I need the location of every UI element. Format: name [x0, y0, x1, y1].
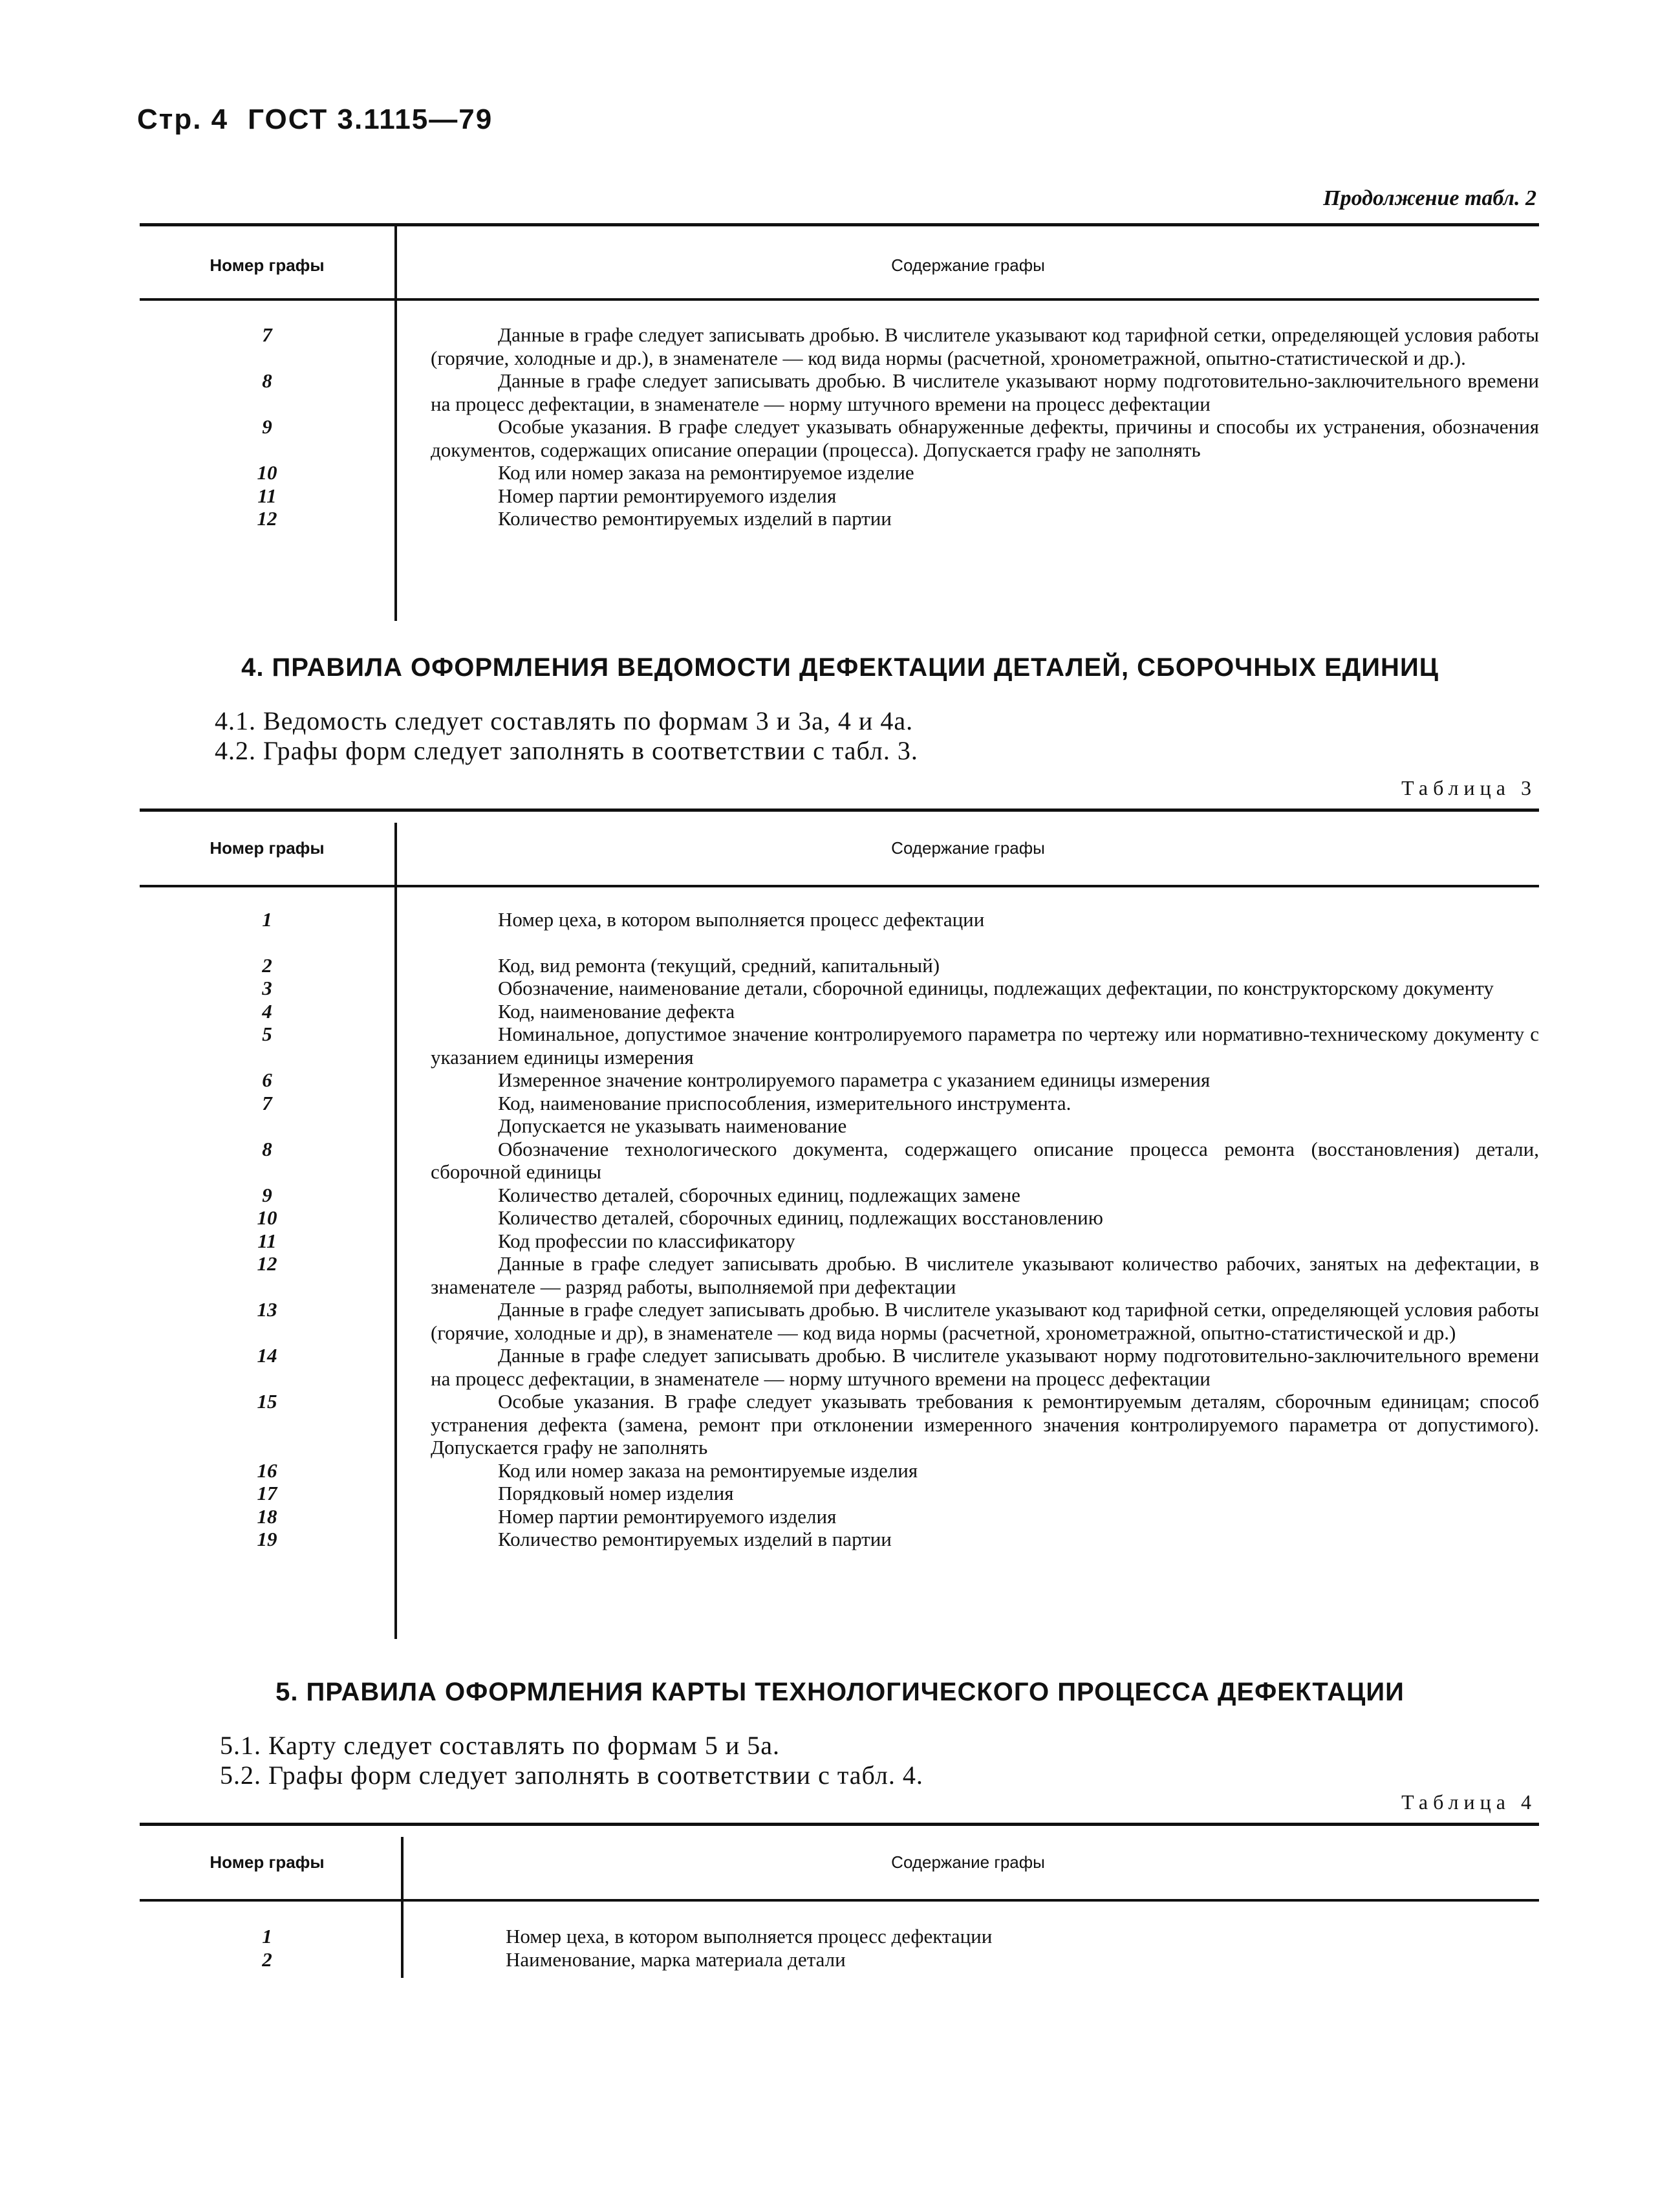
row-number: 2 [262, 953, 272, 977]
row-number: 1 [262, 908, 272, 931]
row-number: 19 [257, 1528, 277, 1550]
row-number: 14 [257, 1344, 277, 1367]
row-number: 12 [257, 1252, 277, 1275]
row-text: Обозначение технологического документа, содержащего описание процесса ремонта (восстановления) детали, сборочной единицы [431, 1137, 1539, 1183]
page-header [137, 103, 493, 136]
row-text: Порядковый номер изделия [498, 1482, 734, 1504]
section-5-title: 5. ПРАВИЛА ОФОРМЛЕНИЯ КАРТЫ ТЕХНОЛОГИЧЕСКОГО ПРОЦЕССА ДЕФЕКТАЦИИ [275, 1678, 1405, 1706]
row-number: 4 [262, 999, 272, 1023]
row-text: Номер партии ремонтируемого изделия [498, 484, 837, 507]
row-number: 5 [262, 1023, 272, 1045]
document-code: ГОСТ 3.1115—79 [248, 103, 493, 135]
table-row [140, 1948, 1539, 1971]
table-row [140, 461, 1539, 484]
table-row [140, 1206, 1539, 1230]
table-top-rule [140, 1823, 1539, 1826]
row-number: 10 [257, 461, 277, 484]
table-row [140, 1925, 1539, 1948]
table-3-label: Таблица 3 [1401, 776, 1536, 799]
row-text: Количество ремонтируемых изделий в партии [498, 1528, 892, 1550]
table-row [140, 1184, 1539, 1207]
table-row [140, 1505, 1539, 1528]
paragraph-5-2: 5.2. Графы форм следует заполнять в соответствии с табл. 4. [220, 1761, 923, 1790]
table-row [140, 1390, 1539, 1459]
table-body [140, 323, 1539, 530]
section-4-title: 4. ПРАВИЛА ОФОРМЛЕНИЯ ВЕДОМОСТИ ДЕФЕКТАЦИИ ДЕТАЛЕЙ, СБОРОЧНЫХ ЕДИНИЦ [241, 653, 1439, 682]
row-number: 9 [262, 415, 272, 438]
row-number [140, 1114, 394, 1138]
table-row [140, 1092, 1539, 1115]
table-row [140, 1528, 1539, 1551]
row-number: 8 [262, 369, 272, 392]
row-number: 7 [262, 323, 272, 346]
row-number: 6 [262, 1069, 272, 1091]
table-row [140, 323, 1539, 369]
table-top-rule [140, 808, 1539, 812]
table-3 [140, 808, 1539, 1643]
row-number: 10 [257, 1206, 277, 1229]
table-row [140, 1230, 1539, 1253]
column-header-content: Содержание графы [891, 255, 1045, 275]
row-text: Данные в графе следует записывать дробью. В числителе указывают норму подготовительно-заключительного времени на процесс дефектации, в знаменателе — норму штучного времени на процесс дефектации [431, 369, 1539, 415]
table-top-rule [140, 223, 1539, 226]
row-number: 3 [262, 977, 272, 999]
row-text: Код профессии по классификатору [498, 1229, 795, 1252]
table-row [140, 977, 1539, 1000]
row-text: Номер цеха, в котором выполняется процесс дефектации [498, 908, 985, 931]
row-number: 18 [257, 1504, 277, 1528]
row-number: 7 [262, 1091, 272, 1114]
row-text: Особые указания. В графе следует указывать требования к ремонтируемым деталям, сборочным единицам; способ устранения дефекта (замена, ремонт при отклонении измеренного значения контролируемого параметра от допустимого). Допускается графу не заполнять [431, 1390, 1539, 1459]
row-text: Обозначение, наименование детали, сборочной единицы, подлежащих дефектации, по конструкторскому документу [498, 977, 1494, 999]
paragraph-4-1: 4.1. Ведомость следует составлять по формам 3 и 3а, 4 и 4а. [215, 706, 914, 735]
table-body [140, 908, 1539, 1551]
row-text: Данные в графе следует записывать дробью. В числителе указывают количество рабочих, занятых на дефектации, в знаменателе — разряд работы, выполняемой при дефектации [431, 1252, 1539, 1298]
row-text: Номинальное, допустимое значение контролируемого параметра по чертежу или нормативно-техническому документу с указанием единицы измерения [431, 1023, 1539, 1069]
row-number: 17 [257, 1482, 277, 1504]
table-4-label: Таблица 4 [1401, 1790, 1536, 1814]
row-text: Код, вид ремонта (текущий, средний, капитальный) [498, 953, 940, 977]
row-text: Количество деталей, сборочных единиц, подлежащих замене [498, 1183, 1020, 1206]
row-number: 12 [257, 507, 277, 530]
column-header-number: Номер графы [210, 838, 325, 858]
table-row [140, 1344, 1539, 1390]
table-row [140, 1023, 1539, 1069]
table-header-rule [140, 1899, 1539, 1902]
table-2 [140, 223, 1539, 621]
paragraph-4-2: 4.2. Графы форм следует заполнять в соответствии с табл. 3. [215, 736, 918, 765]
table-row [140, 954, 1539, 977]
row-text: Количество деталей, сборочных единиц, подлежащих восстановлению [498, 1206, 1103, 1229]
row-text: Данные в графе следует записывать дробью. В числителе указывают норму подготовительно-заключительного времени на процесс дефектации, в знаменателе — норму штучного времени на процесс дефектации [431, 1344, 1539, 1390]
table-row [140, 484, 1539, 508]
table-row [140, 369, 1539, 415]
table-row [140, 1252, 1539, 1298]
table-continuation-label: Продолжение табл. 2 [1323, 186, 1536, 210]
table-4 [140, 1823, 1539, 1978]
row-text: Наименование, марка материала детали [506, 1948, 846, 1971]
table-row [140, 1459, 1539, 1482]
row-text: Код или номер заказа на ремонтируемое изделие [498, 461, 914, 484]
table-body [140, 1925, 1539, 1971]
row-text: Код, наименование дефекта [498, 999, 735, 1023]
row-text: Особые указания. В графе следует указывать обнаруженные дефекты, причины и способы их устранения, обозначения документов, содержащих описание операции (процесса). Допускается графу не заполнять [431, 415, 1539, 461]
table-row [140, 1114, 1539, 1138]
table-row [140, 1138, 1539, 1184]
row-number: 11 [257, 484, 277, 507]
row-text: Код или номер заказа на ремонтируемые изделия [498, 1459, 918, 1482]
row-number: 9 [262, 1183, 272, 1206]
row-text: Номер цеха, в котором выполняется процесс дефектации [506, 1925, 993, 1948]
row-number: 1 [262, 1925, 272, 1948]
table-header-rule [140, 885, 1539, 887]
row-text: Номер партии ремонтируемого изделия [498, 1504, 837, 1528]
row-number: 16 [257, 1459, 277, 1482]
row-text: Данные в графе следует записывать дробью. В числителе указывают код тарифной сетки, определяющей условия работы (горячие, холодные и др.), в знаменателе — код вида нормы (расчетной, хронометражной, опытно-статистической и др.). [431, 323, 1539, 369]
row-number: 11 [257, 1229, 277, 1252]
row-text: Количество ремонтируемых изделий в партии [498, 507, 892, 530]
column-header-number: Номер графы [210, 1852, 325, 1872]
row-number: 15 [257, 1390, 277, 1413]
row-text: Код, наименование приспособления, измерительного инструмента. [498, 1091, 1072, 1114]
table-row [140, 415, 1539, 461]
column-header-number: Номер графы [210, 255, 325, 275]
table-header-rule [140, 298, 1539, 301]
table-row [140, 507, 1539, 530]
row-text: Измеренное значение контролируемого параметра с указанием единицы измерения [498, 1069, 1211, 1091]
paragraph-5-1: 5.1. Карту следует составлять по формам 5 и 5а. [220, 1731, 780, 1760]
column-header-content: Содержание графы [891, 838, 1045, 858]
table-row [140, 1069, 1539, 1092]
table-row [140, 1000, 1539, 1023]
row-number: 2 [262, 1948, 272, 1971]
table-row [140, 1482, 1539, 1505]
row-text: Данные в графе следует записывать дробью. В числителе указывают код тарифной сетки, определяющей условия работы (горячие, холодные и др), в знаменателе — код вида нормы (расчетной, хронометражной, опытно-статистической и др.) [431, 1298, 1539, 1344]
page-number: Стр. 4 [137, 103, 229, 135]
row-text: Допускается не указывать наименование [498, 1114, 847, 1137]
column-header-content: Содержание графы [891, 1852, 1045, 1872]
row-number: 13 [257, 1298, 277, 1321]
row-number: 8 [262, 1137, 272, 1160]
table-row [140, 908, 1539, 931]
table-row [140, 1298, 1539, 1344]
